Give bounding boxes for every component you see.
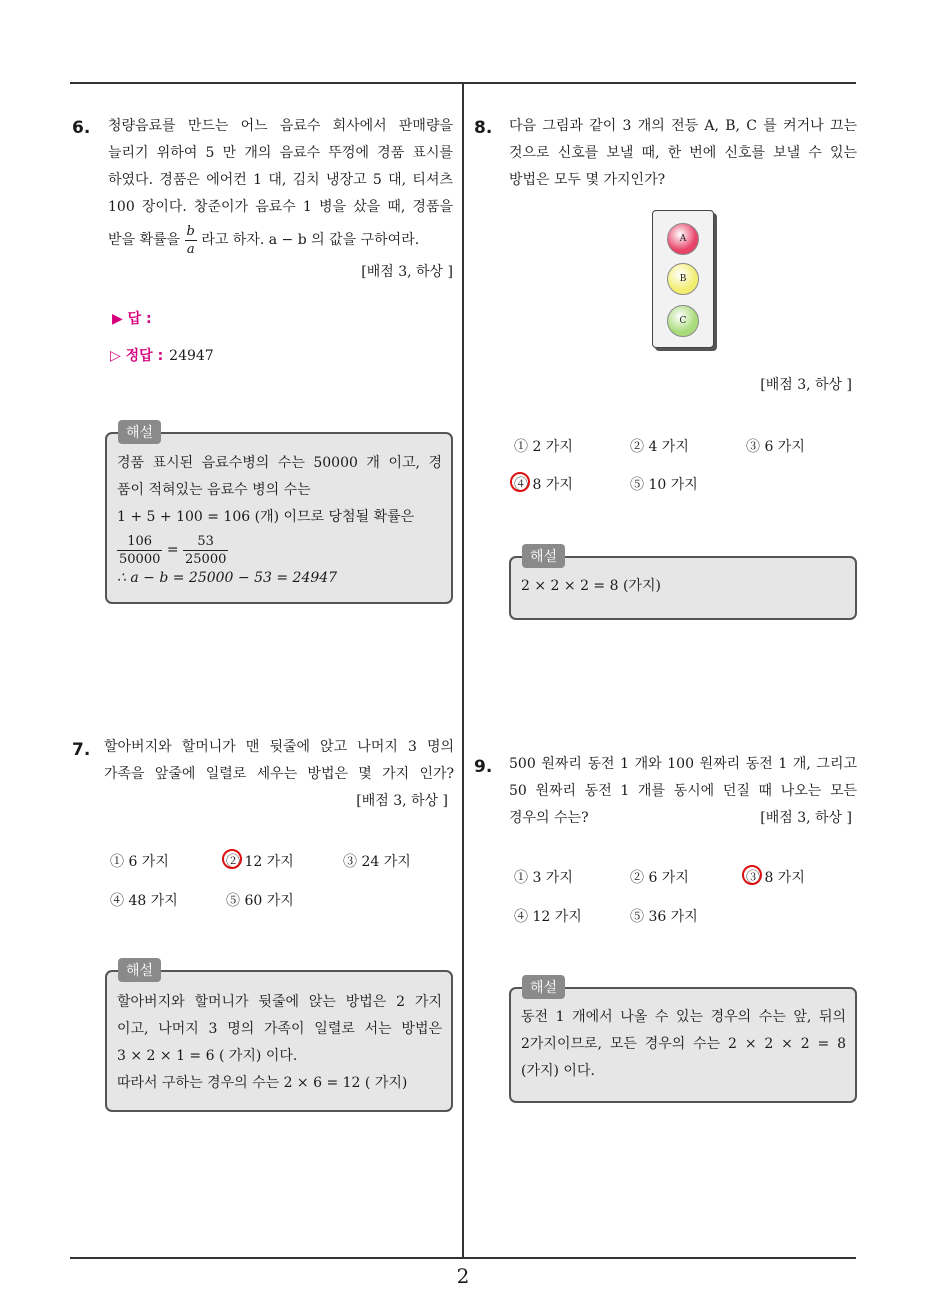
q7-explain-line: 이고, 나머지 3 명의 가족이 일렬로 서는 방법은 — [117, 1021, 442, 1037]
q7-option-2[interactable]: ② 12 가지 — [226, 854, 294, 870]
q7-option-5[interactable]: ⑤ 60 가지 — [226, 893, 294, 909]
lamp-c: C — [667, 305, 699, 337]
bottom-rule — [70, 1257, 856, 1259]
q6-line-fraction — [108, 221, 453, 259]
frac-num: 106 — [117, 533, 162, 551]
q7-option-1[interactable]: ① 6 가지 — [110, 854, 169, 870]
q7-line: 할아버지와 할머니가 맨 뒷줄에 앉고 나머지 3 명의 — [104, 739, 454, 755]
frac-den: 50000 — [119, 551, 161, 567]
frac-den: 25000 — [185, 551, 227, 567]
q8-line: 것으로 신호를 보낼 때, 한 번에 신호를 보낼 수 있는 — [509, 145, 857, 161]
q9-option-1[interactable]: ① 3 가지 — [514, 870, 573, 886]
q9-line: 500 원짜리 동전 1 개와 100 원짜리 동전 1 개, 그리고 — [509, 756, 857, 772]
q7-option-3[interactable]: ③ 24 가지 — [343, 854, 411, 870]
q6-correct-answer — [110, 345, 214, 365]
q6-explanation — [117, 450, 442, 587]
lamp-a: A — [667, 223, 699, 255]
page-number: 2 — [456, 1264, 470, 1288]
equals-sign: = — [166, 542, 179, 558]
q8-text — [509, 113, 857, 194]
q6-fraction — [185, 223, 197, 258]
q8-score: [배점 3, 하상 ] — [760, 377, 852, 393]
q8-option-2[interactable]: ② 4 가지 — [630, 439, 689, 455]
q8-option-4[interactable]: ④ 8 가지 — [514, 477, 573, 493]
q7-explanation-tag: 해설 — [118, 958, 161, 982]
q9-explain-line: (가지) 이다. — [521, 1063, 595, 1079]
q6-line: 하였다. 경품은 에어컨 1 대, 김치 냉장고 5 대, 티셔츠 — [108, 172, 453, 188]
q9-text — [509, 751, 857, 832]
column-divider — [462, 82, 464, 1258]
q8-line: 다음 그림과 같이 3 개의 전등 A, B, C 를 켜거나 끄는 — [509, 118, 857, 134]
q6-line: 100 장이다. 창준이가 음료수 1 병을 샀을 때, 경품을 — [108, 199, 453, 215]
q7-explain-line: 따라서 구하는 경우의 수는 2 × 6 = 12 ( 가지) — [117, 1075, 408, 1091]
q6-frac-den: a — [186, 241, 195, 257]
q6-line5-pre: 받을 확률을 — [108, 232, 181, 248]
q6-text — [108, 113, 453, 286]
q9-explanation — [521, 1004, 846, 1085]
q9-option-3[interactable]: ③ 8 가지 — [746, 870, 805, 886]
q7-line: 가족을 앞줄에 일렬로 세우는 방법은 몇 가지 인가? — [104, 766, 454, 782]
q6-frac-num: b — [186, 223, 195, 239]
q6-explain-line: 경품 표시된 음료수병의 수는 50000 개 이고, 경 — [117, 455, 442, 471]
q6-correct-value: 24947 — [169, 348, 214, 364]
q9-score: [배점 3, 하상 ] — [760, 810, 852, 826]
q6-answer-label: ▶ 답 : — [112, 311, 152, 327]
q6-explain-frac2 — [183, 533, 228, 568]
q8-explain-line: 2 × 2 × 2 = 8 (가지) — [521, 578, 661, 594]
q8-line: 방법은 모두 몇 가지인가? — [509, 172, 666, 188]
q6-line: 늘리기 위하여 5 만 개의 음료수 뚜껑에 경품 표시를 — [108, 145, 453, 161]
q6-score: [배점 3, 하상 ] — [361, 264, 453, 280]
q9-line-with-score — [509, 805, 857, 832]
q9-option-2[interactable]: ② 6 가지 — [630, 870, 689, 886]
q6-line5-post: 라고 하자. a − b 의 값을 구하여라. — [201, 232, 420, 248]
q7-explain-line: 할아버지와 할머니가 뒷줄에 앉는 방법은 2 가지 — [117, 994, 442, 1010]
q9-option-5[interactable]: ⑤ 36 가지 — [630, 909, 698, 925]
q6-explain-frac1 — [117, 533, 162, 568]
q6-explanation-tag: 해설 — [118, 420, 161, 444]
q8-explanation — [521, 573, 846, 600]
q6-number: 6. — [72, 118, 91, 138]
q9-line: 50 원짜리 동전 1 개를 동시에 던질 때 나오는 모든 — [509, 783, 857, 799]
q6-explain-line: 품이 적혀있는 음료수 병의 수는 — [117, 482, 311, 498]
q9-explain-line: 2가지이므로, 모든 경우의 수는 2 × 2 × 2 = 8 — [521, 1036, 846, 1052]
q7-selected-circle — [222, 849, 242, 869]
q9-option-4[interactable]: ④ 12 가지 — [514, 909, 582, 925]
q7-number: 7. — [72, 740, 91, 760]
q9-line: 경우의 수는? — [509, 810, 589, 826]
lamp-b: B — [667, 263, 699, 295]
q9-selected-circle — [742, 865, 762, 885]
q8-number: 8. — [474, 118, 493, 138]
q9-explain-line: 동전 1 개에서 나올 수 있는 경우의 수는 앞, 뒤의 — [521, 1009, 846, 1025]
q7-explanation — [117, 989, 442, 1097]
q7-option-4[interactable]: ④ 48 가지 — [110, 893, 178, 909]
q6-line: 청량음료를 만드는 어느 음료수 회사에서 판매량을 — [108, 118, 453, 134]
q7-text — [104, 734, 454, 815]
q6-explain-fraction-line — [117, 531, 442, 569]
q8-option-3[interactable]: ③ 6 가지 — [746, 439, 805, 455]
traffic-light-figure — [652, 210, 714, 348]
q6-correct-label: ▷ 정답 : — [110, 348, 164, 364]
q8-option-5[interactable]: ⑤ 10 가지 — [630, 477, 698, 493]
q8-selected-circle — [510, 472, 530, 492]
q8-explanation-tag: 해설 — [522, 544, 565, 568]
q9-explanation-tag: 해설 — [522, 975, 565, 999]
q7-explain-line: 3 × 2 × 1 = 6 ( 가지) 이다. — [117, 1048, 298, 1064]
q8-option-1[interactable]: ① 2 가지 — [514, 439, 573, 455]
q7-score: [배점 3, 하상 ] — [356, 793, 448, 809]
q9-number: 9. — [474, 757, 493, 777]
q6-explain-line: 1 + 5 + 100 = 106 (개) 이므로 당첨될 확률은 — [117, 509, 415, 525]
q6-explain-line: ∴ a − b = 25000 − 53 = 24947 — [117, 570, 338, 586]
frac-num: 53 — [183, 533, 228, 551]
